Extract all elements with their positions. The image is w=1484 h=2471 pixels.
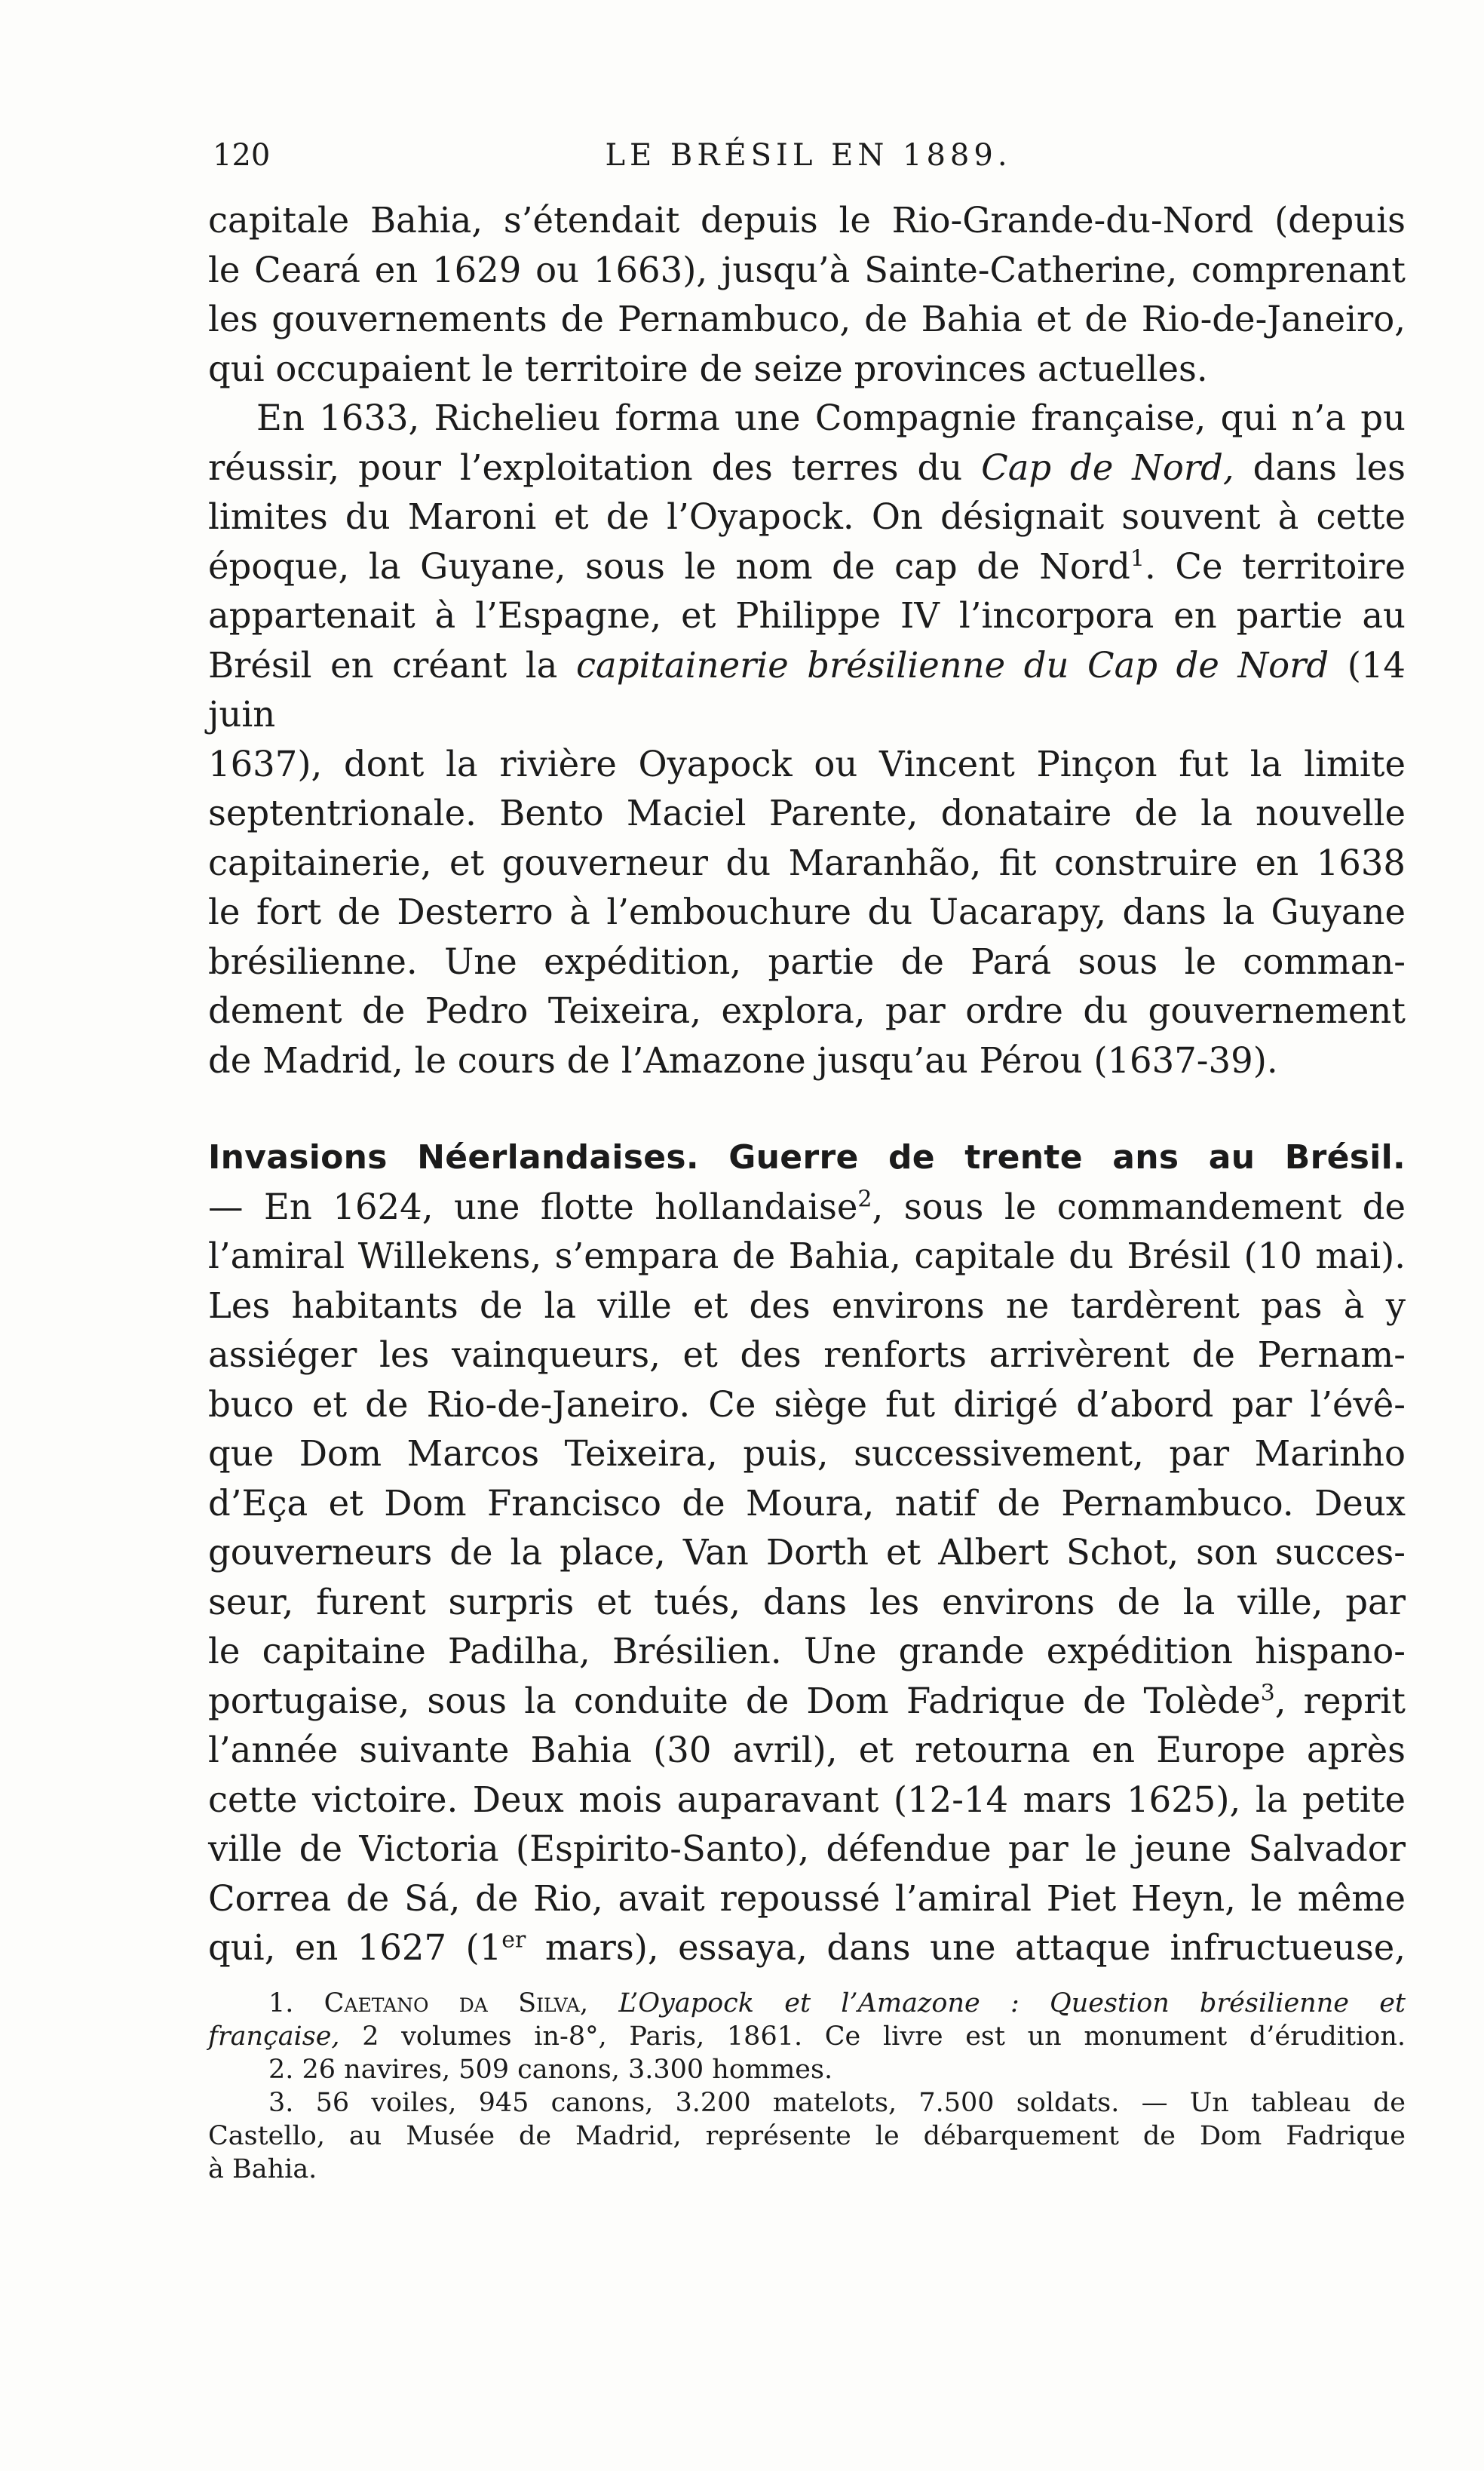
text-line: limites du Maroni et de l’Oyapock. On désignait souvent à cette: [208, 496, 1406, 537]
running-head: [213, 133, 1404, 178]
footnote-3-end: à Bahia.: [208, 2154, 317, 2184]
page-number: 120: [213, 138, 271, 173]
text-line: [208, 641, 1406, 740]
footnote-ref-2: 2: [857, 1186, 872, 1212]
text-line: buco et de Rio-de-Janeiro. Ce siège fut dirigé d’abord par l’évê-: [208, 1383, 1406, 1425]
text-line: Les habitants de la ville et des environs ne tardèrent pas à y: [208, 1285, 1406, 1326]
text-segment: , sous le commandement de: [872, 1186, 1406, 1227]
text-line: 1637), dont la rivière Oyapock ou Vincent Pinçon fut la limite: [208, 743, 1406, 784]
italic-text: Cap de Nord,: [981, 447, 1234, 488]
footnote-2: 2. 26 navires, 509 canons, 3.300 hommes.: [268, 2055, 833, 2085]
text-line: [208, 1677, 1406, 1727]
text-line: gouverneurs de la place, Van Dorth et Albert Schot, son succes-: [208, 1532, 1406, 1573]
text-line: l’année suivante Bahia (30 avril), et retourna en Europe après: [208, 1730, 1406, 1770]
running-title: LE BRÉSIL EN 1889.: [605, 138, 1012, 173]
footnote-book-title: L’Oyapock et l’Amazone : Question brésilienne et: [618, 1988, 1406, 2018]
text-segment: portugaise, sous la conduite de Dom Fadrique de Tolède: [208, 1680, 1261, 1721]
footnote-number: 1.: [268, 1988, 324, 2018]
text-line: [208, 444, 1406, 493]
section-gap: [208, 1085, 1406, 1133]
text-segment: ,: [580, 1988, 619, 2018]
text-line: [208, 1923, 1406, 1973]
footnote-author: Caetano da Silva: [323, 1988, 580, 2018]
text-segment: époque, la Guyane, sous le nom de cap de Nord: [208, 545, 1130, 587]
main-text: [208, 196, 1406, 1973]
text-line: cette victoire. Deux mois auparavant (12-14 mars 1625), la petite: [208, 1779, 1406, 1820]
footnote-ref-3: 3: [1260, 1680, 1275, 1706]
footnotes: [208, 1987, 1406, 2186]
text-line: capitainerie, et gouverneur du Maranhão, fit construire en 1638: [208, 842, 1406, 883]
text-line: le capitaine Padilha, Brésilien. Une grande expédition hispano-: [208, 1631, 1406, 1671]
text-segment: Brésil en créant la: [208, 644, 576, 686]
text-segment: qui, en 1627 (1: [208, 1927, 502, 1968]
text-line: ville de Victoria (Espirito-Santo), défendue par le jeune Salvador: [208, 1828, 1406, 1869]
paragraph-territory: [208, 196, 1406, 394]
text-line: que Dom Marcos Teixeira, puis, successivement, par Marinho: [208, 1433, 1406, 1474]
text-line: le fort de Desterro à l’embouchure du Uacarapy, dans la Guyane: [208, 892, 1406, 932]
text-line: d’Eça et Dom Francisco de Moura, natif de Pernambuco. Deux: [208, 1482, 1406, 1524]
text-line: de Madrid, le cours de l’Amazone jusqu’au Pérou (1637-39).: [208, 1039, 1278, 1081]
text-line: [208, 1183, 1406, 1232]
footnote-3-continued: Castello, au Musée de Madrid, représente le débarquement de Dom Fadrique: [208, 2121, 1406, 2151]
text-line: Correa de Sá, de Rio, avait repoussé l’amiral Piet Heyn, le même: [208, 1877, 1406, 1919]
italic-text: capitainerie brésilienne du Cap de Nord: [575, 644, 1329, 686]
text-line: le Ceará en 1629 ou 1663), jusqu’à Sainte-Catherine, comprenant: [208, 249, 1406, 290]
text-segment: — En 1624, une flotte hollandaise: [208, 1186, 858, 1227]
text-segment: 2 volumes in-8°, Paris, 1861. Ce livre est un monument d’érudition.: [339, 2021, 1406, 2052]
text-segment: , reprit: [1274, 1680, 1406, 1721]
text-line: seur, furent surpris et tués, dans les environs de la ville, par: [208, 1581, 1406, 1622]
footnote-1-continued: [208, 2020, 1406, 2053]
section-invasions: [208, 1133, 1406, 1973]
text-line: dement de Pedro Teixeira, explora, par ordre du gouvernement: [208, 990, 1406, 1031]
footnote-3: 3. 56 voiles, 945 canons, 3.200 matelots, 7.500 soldats. — Un tableau de: [268, 2088, 1406, 2118]
text-segment: mars), essaya, dans une attaque infructueuse,: [526, 1927, 1406, 1968]
section-heading: Invasions Néerlandaises. Guerre de trente ans au Brésil.: [208, 1138, 1406, 1177]
text-segment: dans les: [1234, 447, 1406, 488]
ordinal-suffix: er: [501, 1926, 526, 1954]
text-line: qui occupaient le territoire de seize provinces actuelles.: [208, 348, 1208, 389]
text-line: [208, 542, 1406, 592]
text-line: brésilienne. Une expédition, partie de Pará sous le comman-: [208, 941, 1406, 982]
text-line: septentrionale. Bento Maciel Parente, donataire de la nouvelle: [208, 793, 1406, 833]
text-line: l’amiral Willekens, s’empara de Bahia, capitale du Brésil (10 mai).: [208, 1236, 1406, 1276]
paragraph-richelieu: [208, 394, 1406, 1085]
text-segment: (14 juin: [208, 644, 1406, 735]
text-line: assiéger les vainqueurs, et des renforts arrivèrent de Pernam-: [208, 1334, 1406, 1375]
text-line: les gouvernements de Pernambuco, de Bahia et de Rio-de-Janeiro,: [208, 299, 1406, 339]
text-line: appartenait à l’Espagne, et Philippe IV l’incorpora en partie au: [208, 595, 1406, 636]
text-line: En 1633, Richelieu forma une Compagnie française, qui n’a pu: [256, 398, 1406, 438]
footnote-1: [208, 1987, 1406, 2020]
text-segment: réussir, pour l’exploitation des terres du: [208, 447, 982, 488]
footnote-book-title-end: française,: [208, 2021, 340, 2052]
text-segment: . Ce territoire: [1144, 545, 1406, 587]
text-line: capitale Bahia, s’étendait depuis le Rio-Grande-du-Nord (depuis: [208, 200, 1406, 241]
footnote-ref-1: 1: [1130, 545, 1145, 572]
